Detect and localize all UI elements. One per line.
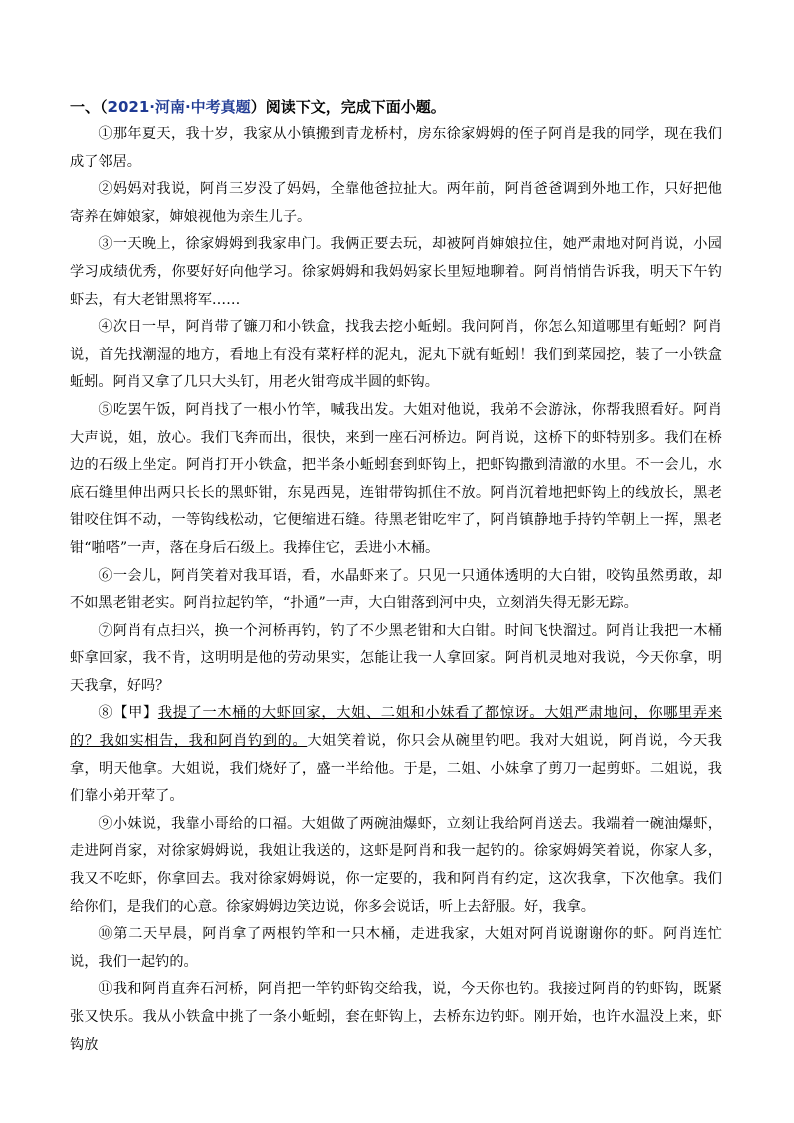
paragraph-1: ①那年夏天，我十岁，我家从小镇搬到青龙桥村，房东徐家姆姆的侄子阿肖是我的同学，现在我们成了邻居。 — [70, 126, 722, 170]
paragraph-10: ⑩第二天早晨，阿肖拿了两根钓竿和一只木桶，走进我家，大姐对阿肖说谢谢你的虾。阿肖连忙说，我们一起钓的。 — [70, 926, 722, 970]
paragraph-2: ②妈妈对我说，阿肖三岁没了妈妈，全靠他爸拉扯大。两年前，阿肖爸爸调到外地工作，只好把他寄养在婶娘家，婶娘视他为亲生儿子。 — [70, 181, 722, 225]
paragraph-8-number: ⑧ — [98, 705, 114, 722]
source-paren-open: （ — [100, 98, 108, 116]
question-title — [70, 93, 722, 121]
paragraph-8-rest: 大姐笑着说，你只会从碗里钓吧。我对大姐说，阿肖说，今天我拿，明天他拿。大姐说，我们烧好了，盛一半给他。于是，二姐、小妹拿了剪刀一起剪虾。二姐说，我们靠小弟开荤了。 — [70, 733, 722, 805]
paragraph-9: ⑨小妹说，我靠小哥给的口福。大姐做了两碗油爆虾，立刻让我给阿肖送去。我端着一碗油爆虾，走进阿肖家，对徐家姆姆说，我姐让我送的，这虾是阿肖和我一起钓的。徐家姆姆笑着说，你家人多，我又不吃虾，你拿回去。我对徐家姆姆说，你一定要的，我和阿肖有约定，这次我拿，下次他拿。我们给你们，是我们的心意。徐家姆姆边笑边说，你多会说话，听上去舒服。好，我拿。 — [70, 815, 722, 915]
paragraph-7: ⑦阿肖有点扫兴，换一个河桥再钓，钓了不少黑老钳和大白钳。时间飞快溜过。阿肖让我把一木桶虾拿回家，我不肯，这明明是他的劳动果实，怎能让我一人拿回家。阿肖机灵地对我说，今天你拿，明天我拿，好吗？ — [70, 622, 722, 694]
paragraph-5: ⑤吃罢午饭，阿肖找了一根小竹竿，喊我出发。大姐对他说，我弟不会游泳，你帮我照看好。阿肖大声说，姐，放心。我们飞奔而出，很快，来到一座石河桥边。阿肖说，这桥下的虾特别多。我们在桥边的石级上坐定。阿肖打开小铁盒，把半条小蚯蚓套到虾钩上，把虾钩撒到清澈的水里。不一会儿，水底石缝里伸出两只长长的黑虾钳，东晃西晃，连钳带钩抓住不放。阿肖沉着地把虾钩上的线放长，黑老钳咬住饵不动，一等钩线松动，它便缩进石缝。待黑老钳吃牢了，阿肖镇静地手持钓竿朝上一挥，黑老钳“啪嗒”一声，落在身后石级上。我捧住它，丢进小木桶。 — [70, 401, 722, 556]
question-number: 一、 — [70, 98, 101, 116]
reading-section — [70, 93, 722, 1059]
paragraph-3: ③一天晚上，徐家姆姆到我家串门。我俩正要去玩，却被阿肖婶娘拉住，她严肃地对阿肖说，小园学习成绩优秀，你要好好向他学习。徐家姆姆和我妈妈家长里短地聊着。阿肖悄悄告诉我，明天下午钓虾去，有大老钳黑将军…… — [70, 236, 722, 308]
source-paren-close: ） — [250, 98, 266, 116]
question-source: 2021·河南·中考真题 — [107, 98, 251, 116]
marker-jia: 【甲】 — [113, 705, 158, 722]
paragraph-4: ④次日一早，阿肖带了镰刀和小铁盒，找我去挖小蚯蚓。我问阿肖，你怎么知道哪里有蚯蚓？阿肖说，首先找潮湿的地方，看地上有没有菜籽样的泥丸，泥丸下就有蚯蚓！我们到菜园挖，装了一小铁盒蚯蚓。阿肖又拿了几只大头钉，用老火钳弯成半圆的虾钩。 — [70, 319, 722, 391]
paragraph-6: ⑥一会儿，阿肖笑着对我耳语，看，水晶虾来了。只见一只通体透明的大白钳，咬钩虽然勇敢，却不如黑老钳老实。阿肖拉起钓竿，“扑通”一声，大白钳落到河中央，立刻消失得无影无踪。 — [70, 567, 722, 612]
paragraph-8 — [70, 700, 722, 810]
underlined-passage: 我提了一木桶的大虾回家，大姐、二姐和小妹看了都惊讶。大姐严肃地问，你哪里弄来的？我如实相告，我和阿肖钓到的。 — [70, 705, 722, 750]
question-instruction: 阅读下文，完成下面小题。 — [265, 98, 446, 116]
paragraph-11: ⑪我和阿肖直奔石河桥，阿肖把一竿钓虾钩交给我，说，今天你也钓。我接过阿肖的钓虾钩，既紧张又快乐。我从小铁盒中挑了一条小蚯蚓，套在虾钩上，去桥东边钓虾。刚开始，也许水温没上来，虾钩放 — [70, 981, 722, 1053]
